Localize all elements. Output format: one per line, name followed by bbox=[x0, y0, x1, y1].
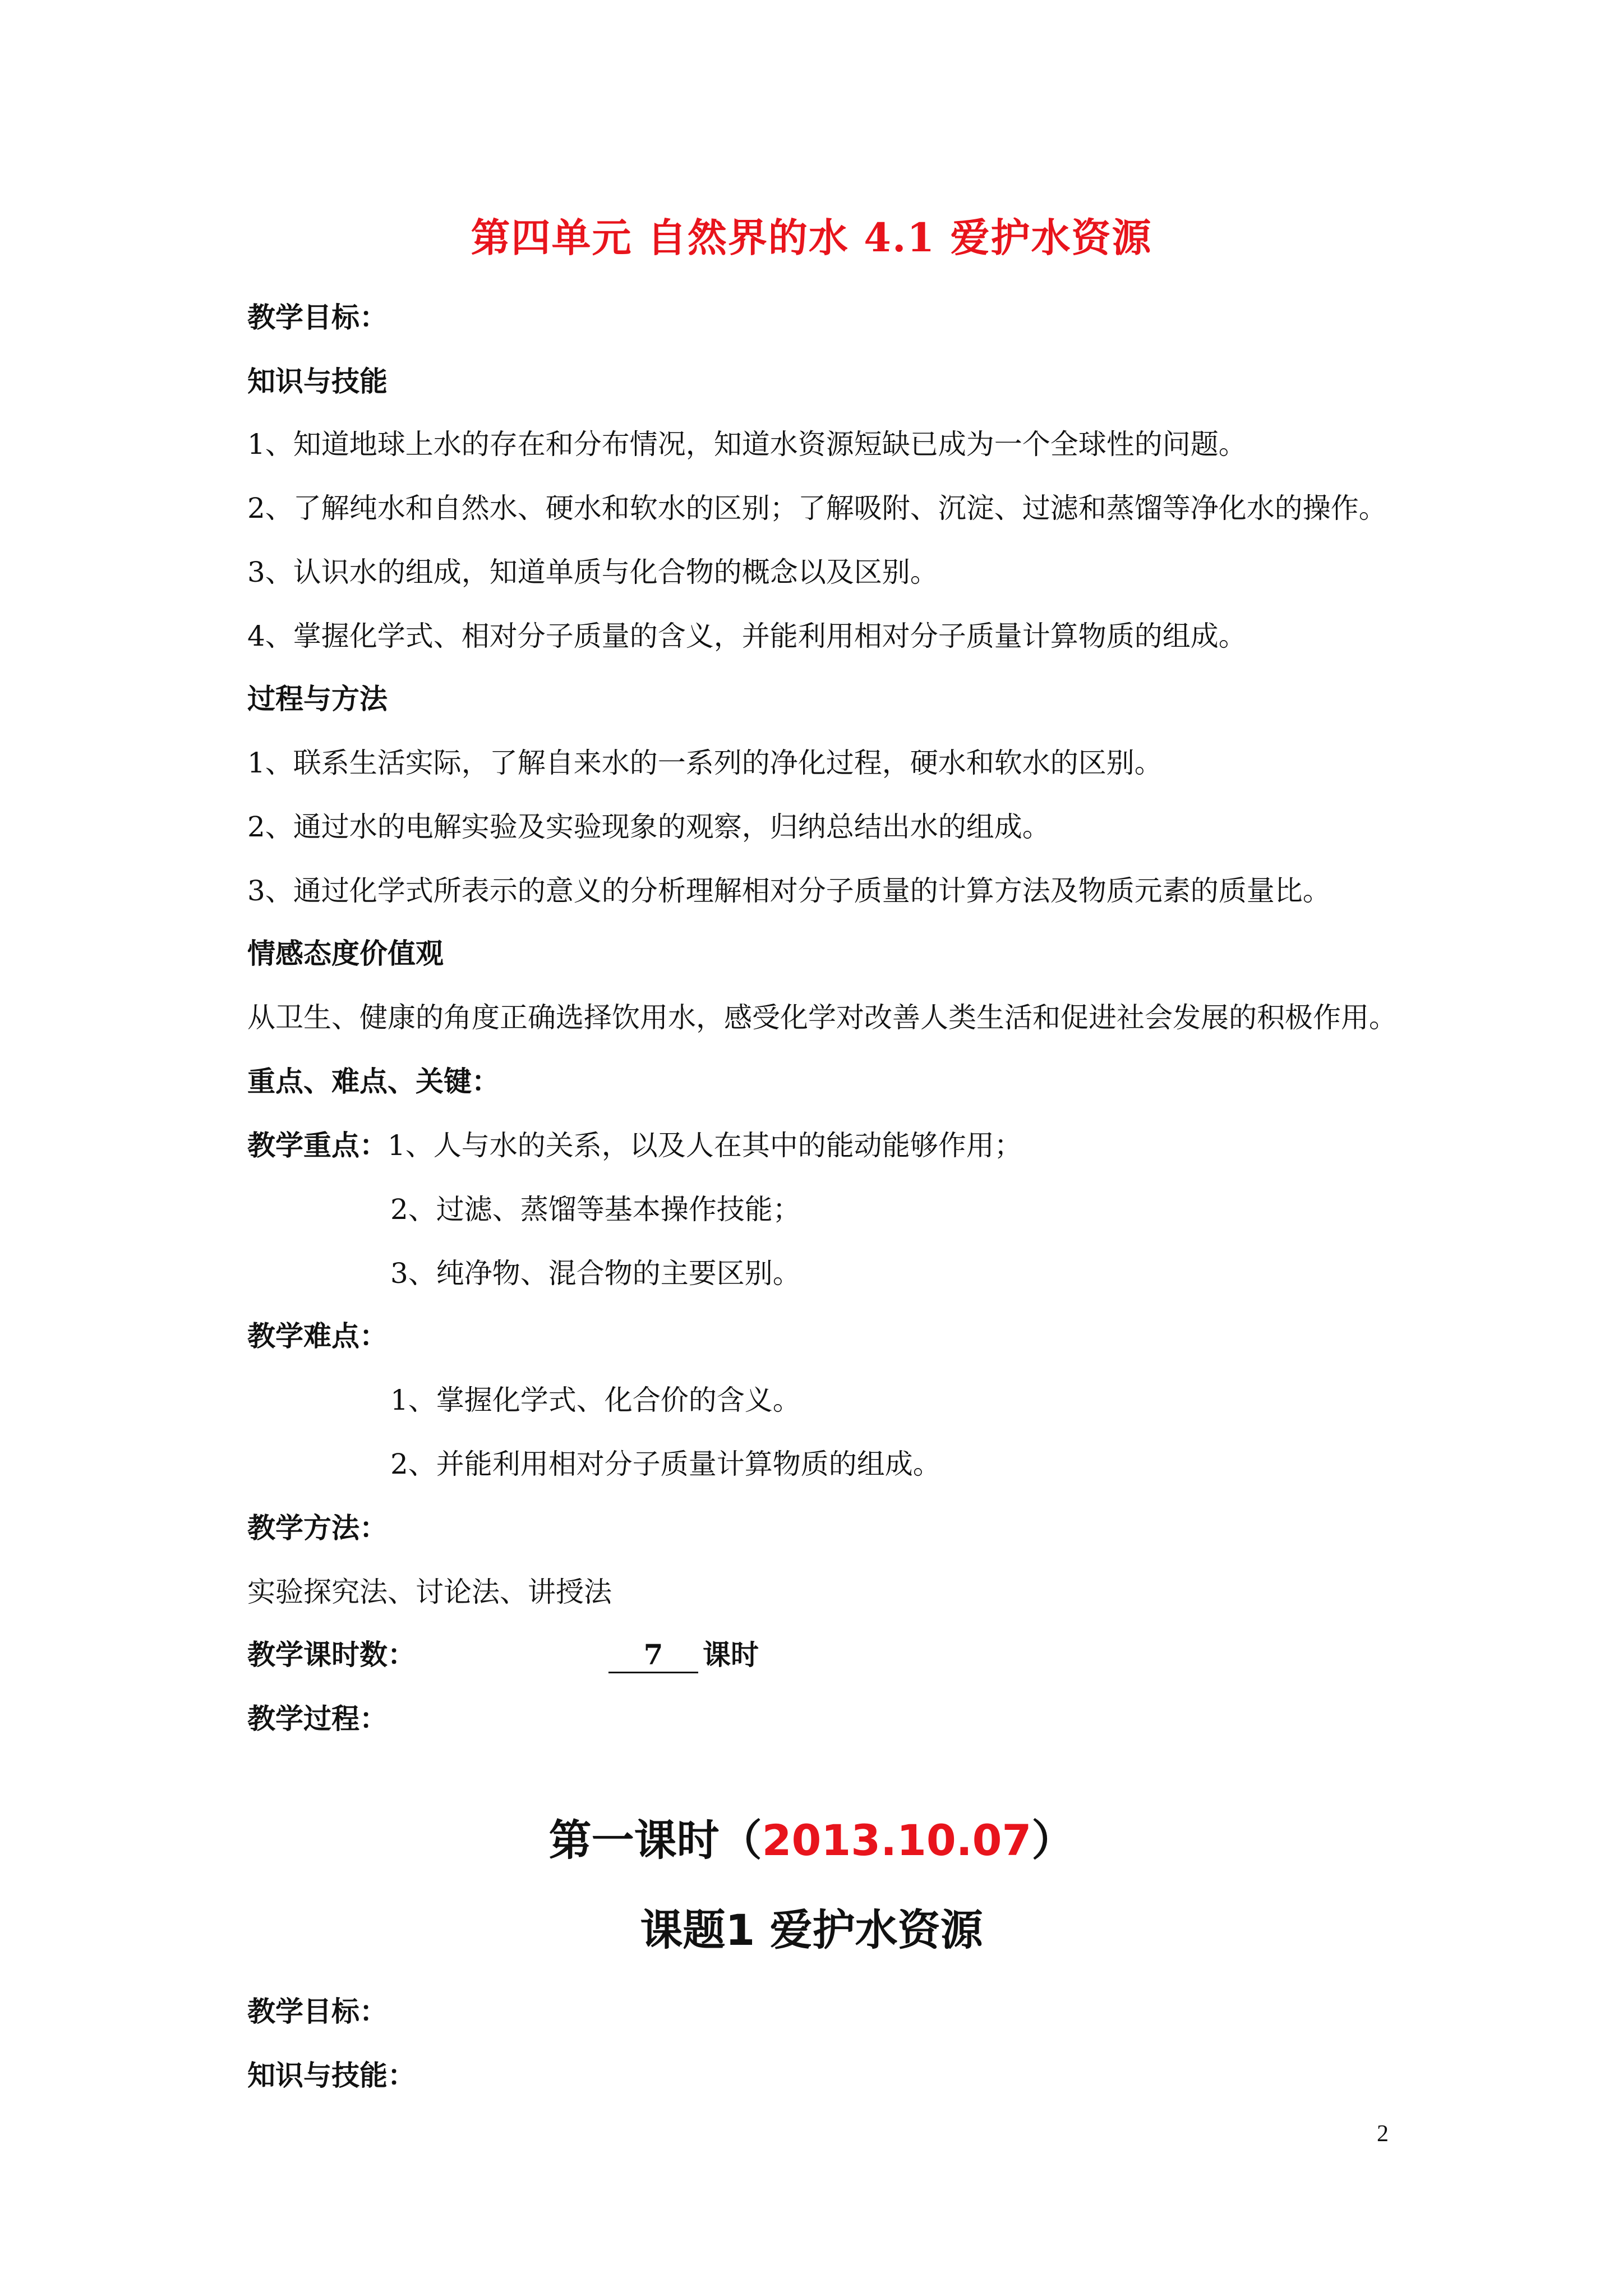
lesson-prefix: 第一课时（ bbox=[548, 1815, 762, 1865]
objectives-heading: 教学目标： bbox=[247, 1995, 388, 2028]
hours-row bbox=[247, 1638, 759, 1673]
lesson-date: 2013.10.07 bbox=[762, 1815, 1032, 1865]
knowledge-item: 2、了解纯水和自然水、硬水和软水的区别；了解吸附、沉淀、过滤和蒸馏等净化水的操作。 bbox=[247, 492, 1387, 524]
knowledge-item: 1、知道地球上水的存在和分布情况，知道水资源短缺已成为一个全球性的问题。 bbox=[247, 428, 1247, 461]
knowledge-heading: 知识与技能： bbox=[247, 2059, 416, 2092]
key-points-row bbox=[247, 1129, 1022, 1162]
knowledge-heading: 知识与技能 bbox=[247, 365, 388, 398]
process-heading: 过程与方法 bbox=[247, 682, 388, 715]
emotion-heading: 情感态度价值观 bbox=[247, 937, 444, 970]
methods-heading: 教学方法： bbox=[247, 1511, 388, 1544]
key-points-label: 教学重点： bbox=[247, 1129, 388, 1162]
hours-value: 7 bbox=[608, 1638, 698, 1673]
hours-label: 教学课时数： bbox=[247, 1638, 416, 1671]
document-title: 第四单元 自然界的水 4.1 爱护水资源 bbox=[471, 214, 1152, 261]
process-item: 1、联系生活实际，了解自来水的一系列的净化过程，硬水和软水的区别。 bbox=[247, 747, 1163, 779]
difficult-point: 1、掌握化学式、化合价的含义。 bbox=[390, 1384, 801, 1416]
difficult-label: 教学难点： bbox=[247, 1319, 388, 1352]
difficult-point: 2、并能利用相对分子质量计算物质的组成。 bbox=[390, 1448, 941, 1480]
objectives-heading: 教学目标： bbox=[247, 301, 388, 334]
page-number: 2 bbox=[1377, 2121, 1389, 2147]
knowledge-item: 4、掌握化学式、相对分子质量的含义，并能利用相对分子质量计算物质的组成。 bbox=[247, 620, 1247, 652]
process-item: 3、通过化学式所表示的意义的分析理解相对分子质量的计算方法及物质元素的质量比。 bbox=[247, 875, 1331, 907]
key-point: 1、人与水的关系，以及人在其中的能动能够作用； bbox=[388, 1129, 1022, 1162]
key-heading: 重点、难点、关键： bbox=[247, 1065, 500, 1098]
hours-unit: 课时 bbox=[703, 1638, 759, 1671]
lesson-heading bbox=[0, 1806, 1623, 1867]
methods-text: 实验探究法、讨论法、讲授法 bbox=[247, 1576, 612, 1608]
knowledge-item: 3、认识水的组成，知道单质与化合物的概念以及区别。 bbox=[247, 556, 938, 588]
key-point: 2、过滤、蒸馏等基本操作技能； bbox=[390, 1193, 801, 1226]
process-item: 2、通过水的电解实验及实验现象的观察，归纳总结出水的组成。 bbox=[247, 811, 1050, 843]
lesson-suffix: ） bbox=[1031, 1815, 1075, 1865]
process-steps-heading: 教学过程： bbox=[247, 1702, 388, 1735]
lesson-topic: 课题1 爱护水资源 bbox=[640, 1905, 983, 1955]
key-point: 3、纯净物、混合物的主要区别。 bbox=[390, 1257, 801, 1290]
emotion-text: 从卫生、健康的角度正确选择饮用水，感受化学对改善人类生活和促进社会发展的积极作用。 bbox=[247, 1001, 1397, 1034]
